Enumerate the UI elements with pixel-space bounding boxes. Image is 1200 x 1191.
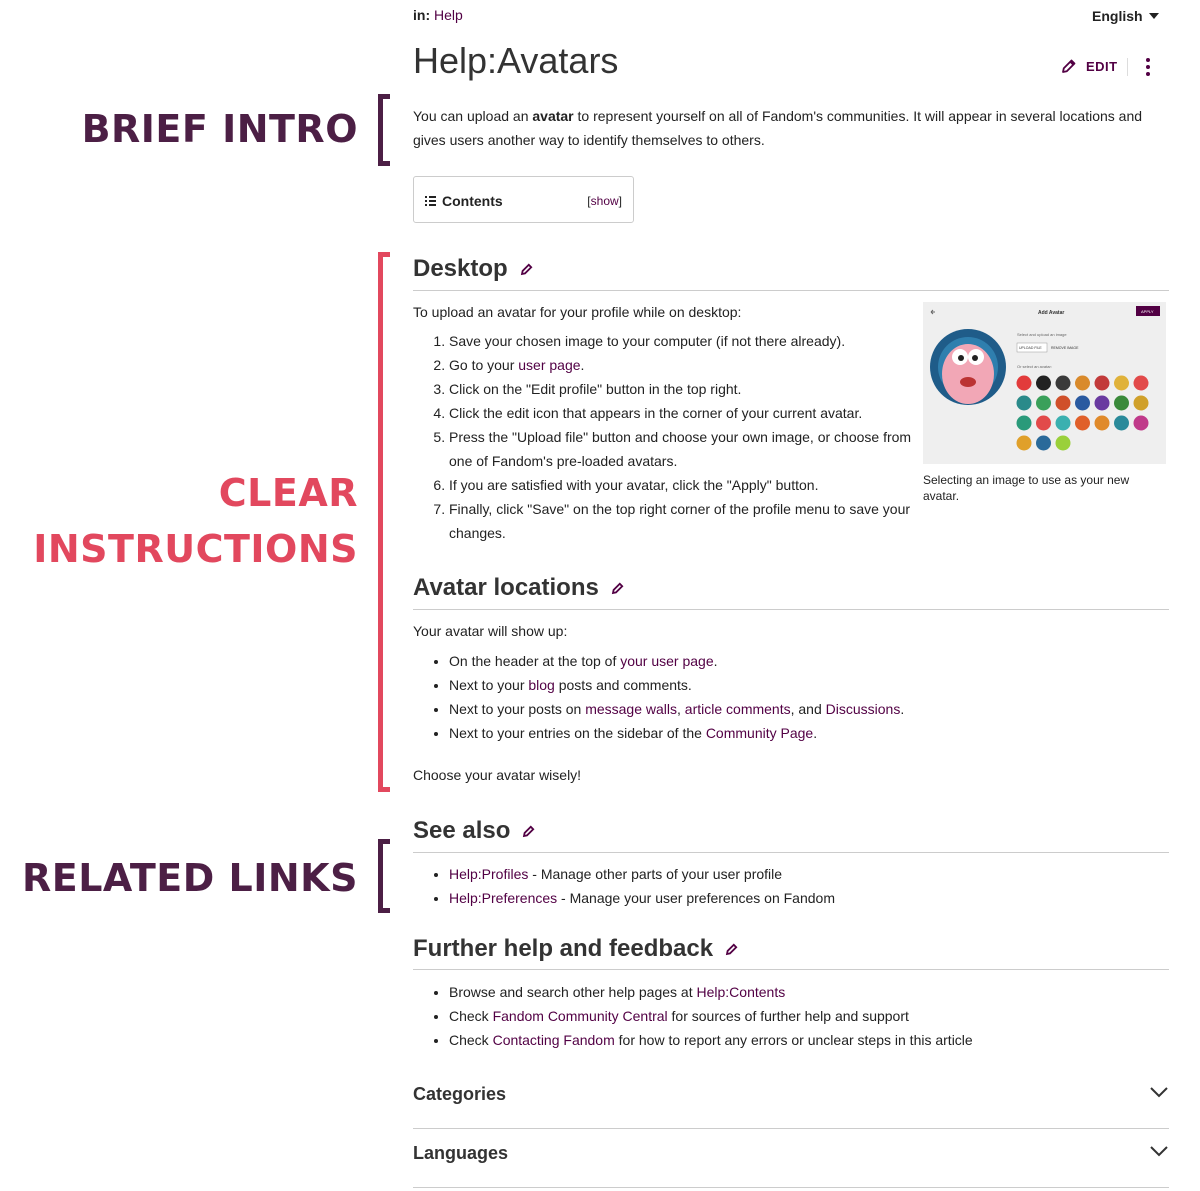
table-of-contents (413, 176, 634, 223)
figure-caption: Selecting an image to use as your new avatar. (923, 473, 1130, 503)
language-label: English (1092, 8, 1143, 24)
desktop-steps (413, 329, 913, 545)
kebab-menu-icon[interactable] (1140, 58, 1156, 76)
locations-lead: Your avatar will show up: (413, 623, 568, 639)
languages-section[interactable] (413, 1128, 1169, 1188)
avatar-choice (1095, 416, 1110, 431)
avatar-choice (1114, 376, 1129, 391)
avatar-choice (1134, 416, 1149, 431)
heading-desktop: Desktop (413, 255, 534, 283)
edit-section-icon[interactable] (725, 942, 739, 956)
avatar-choice (1134, 396, 1149, 411)
avatar-choice (1056, 396, 1071, 411)
pencil-icon (1060, 57, 1078, 75)
svg-text:UPLOAD FILE: UPLOAD FILE (1019, 346, 1042, 350)
avatar-choice (1017, 436, 1032, 451)
heading-avatar-locations: Avatar locations (413, 574, 625, 602)
avatar-choice (1036, 416, 1051, 431)
dialog-title: Add Avatar (1038, 310, 1065, 316)
list-item: 7. Finally, click "Save" on the top right corner of the profile menu to save your changes. (449, 497, 913, 545)
edit-section-icon[interactable] (611, 581, 625, 595)
list-item: 6. If you are satisfied with your avatar, click the "Apply" button. (449, 473, 913, 497)
breadcrumb-prefix: in: (413, 7, 431, 23)
link-article-comments[interactable]: article comments (684, 701, 791, 717)
link-help-preferences[interactable]: Help:Preferences (449, 890, 558, 906)
annotation-clear: CLEAR (218, 471, 358, 515)
see-also-list (413, 862, 1169, 910)
avatar-choice (1056, 416, 1071, 431)
link-fandom-community-central[interactable]: Fandom Community Central (492, 1008, 668, 1024)
avatar-choice (1095, 396, 1110, 411)
link-blog[interactable]: blog (528, 677, 555, 693)
chevron-down-icon (1149, 1144, 1169, 1158)
svg-text:REMOVE IMAGE: REMOVE IMAGE (1051, 346, 1079, 350)
edit-button[interactable] (1060, 57, 1118, 75)
categories-label: Categories (413, 1084, 507, 1104)
page-title: Help:Avatars (413, 40, 619, 81)
svg-text:Or select an avatar:: Or select an avatar: (1017, 364, 1052, 369)
svg-text:Select and upload an image: Select and upload an image (1017, 332, 1067, 337)
avatar-choice (1114, 416, 1129, 431)
toc-label: Contents (442, 193, 503, 209)
breadcrumb (413, 7, 463, 23)
caret-down-icon (1149, 13, 1159, 19)
link-user-page[interactable]: user page (518, 357, 581, 373)
avatar-choice (1134, 376, 1149, 391)
annotation-brief-intro: BRIEF INTRO (81, 107, 358, 151)
list-item: 4. Click the edit icon that appears in the corner of your current avatar. (449, 401, 913, 425)
link-contacting-fandom[interactable]: Contacting Fandom (492, 1032, 615, 1048)
edit-section-icon[interactable] (520, 262, 534, 276)
divider (413, 969, 1169, 970)
link-help-profiles[interactable]: Help:Profiles (449, 866, 529, 882)
avatar-choice (1075, 396, 1090, 411)
avatar-choice (1017, 376, 1032, 391)
list-item: • Check Fandom Community Central for sources of further help and support (449, 1004, 1169, 1028)
language-selector[interactable] (1092, 8, 1159, 24)
avatar-dialog-screenshot[interactable] (923, 302, 1166, 464)
further-help-list (413, 980, 1169, 1052)
header-divider (1127, 58, 1128, 76)
divider (413, 609, 1169, 610)
list-item: 3. Click on the "Edit profile" button in the top right. (449, 377, 913, 401)
avatar-choice (1036, 436, 1051, 451)
svg-text:APPLY: APPLY (1141, 309, 1154, 314)
annotation-related-links: RELATED LINKS (21, 856, 358, 900)
list-item: • Check Contacting Fandom for how to report any errors or unclear steps in this article (449, 1028, 1169, 1052)
list-item: 5. Press the "Upload file" button and choose your own image, or choose from one of Fandom's pre-loaded avatars. (449, 425, 913, 473)
list-item: • Next to your entries on the sidebar of the Community Page. (449, 721, 1169, 745)
list-item: • On the header at the top of your user page. (449, 649, 1169, 673)
heading-further-help: Further help and feedback (413, 935, 739, 963)
heading-see-also: See also (413, 817, 536, 845)
list-icon (425, 196, 436, 206)
bracket-clear-instructions (378, 252, 390, 792)
intro-paragraph: You can upload an avatar to represent yourself on all of Fandom's communities. It will appear in several locations and gives users another way to identify themselves to others. (413, 108, 1143, 148)
categories-section[interactable] (413, 1069, 1169, 1129)
list-item: • Next to your blog posts and comments. (449, 673, 1169, 697)
avatar-choice (1075, 376, 1090, 391)
link-community-page[interactable]: Community Page (705, 725, 814, 741)
avatar-choice (1036, 376, 1051, 391)
divider (413, 852, 1169, 853)
link-message-walls[interactable]: message walls (585, 701, 678, 717)
link-your-user-page[interactable]: your user page (620, 653, 714, 669)
list-item: • Help:Preferences - Manage your user preferences on Fandom (449, 886, 1169, 910)
languages-label: Languages (413, 1143, 509, 1163)
bracket-brief-intro (378, 94, 390, 166)
avatar-choice (1095, 376, 1110, 391)
avatar-choice (1114, 396, 1129, 411)
link-discussions[interactable]: Discussions (825, 701, 901, 717)
annotation-instructions: INSTRUCTIONS (33, 527, 358, 571)
desktop-lead: To upload an avatar for your profile while on desktop: (413, 304, 742, 320)
locations-list (413, 649, 1169, 745)
avatar-choice (1036, 396, 1051, 411)
breadcrumb-link-help[interactable]: Help (434, 7, 463, 23)
avatar-choice (1056, 436, 1071, 451)
edit-label: EDIT (1086, 58, 1118, 74)
avatar-choice (1056, 376, 1071, 391)
edit-section-icon[interactable] (522, 824, 536, 838)
avatar-choice (1017, 396, 1032, 411)
bracket-related-links (378, 839, 390, 913)
list-item: • Next to your posts on message walls, article comments, and Discussions. (449, 697, 1169, 721)
link-help-contents[interactable]: Help:Contents (696, 984, 786, 1000)
avatar-dialog-image (923, 302, 1166, 464)
locations-closing: Choose your avatar wisely! (413, 767, 582, 783)
list-item: 1. Save your chosen image to your computer (if not there already). (449, 329, 913, 353)
list-item: • Browse and search other help pages at Help:Contents (449, 980, 1169, 1004)
list-item: 2. Go to your user page. (449, 353, 913, 377)
avatar-choice (1075, 416, 1090, 431)
avatar-choice (1017, 416, 1032, 431)
divider (413, 290, 1169, 291)
toc-show-toggle[interactable]: [show] (587, 194, 622, 208)
chevron-down-icon (1149, 1085, 1169, 1099)
list-item: • Help:Profiles - Manage other parts of your user profile (449, 862, 1169, 886)
